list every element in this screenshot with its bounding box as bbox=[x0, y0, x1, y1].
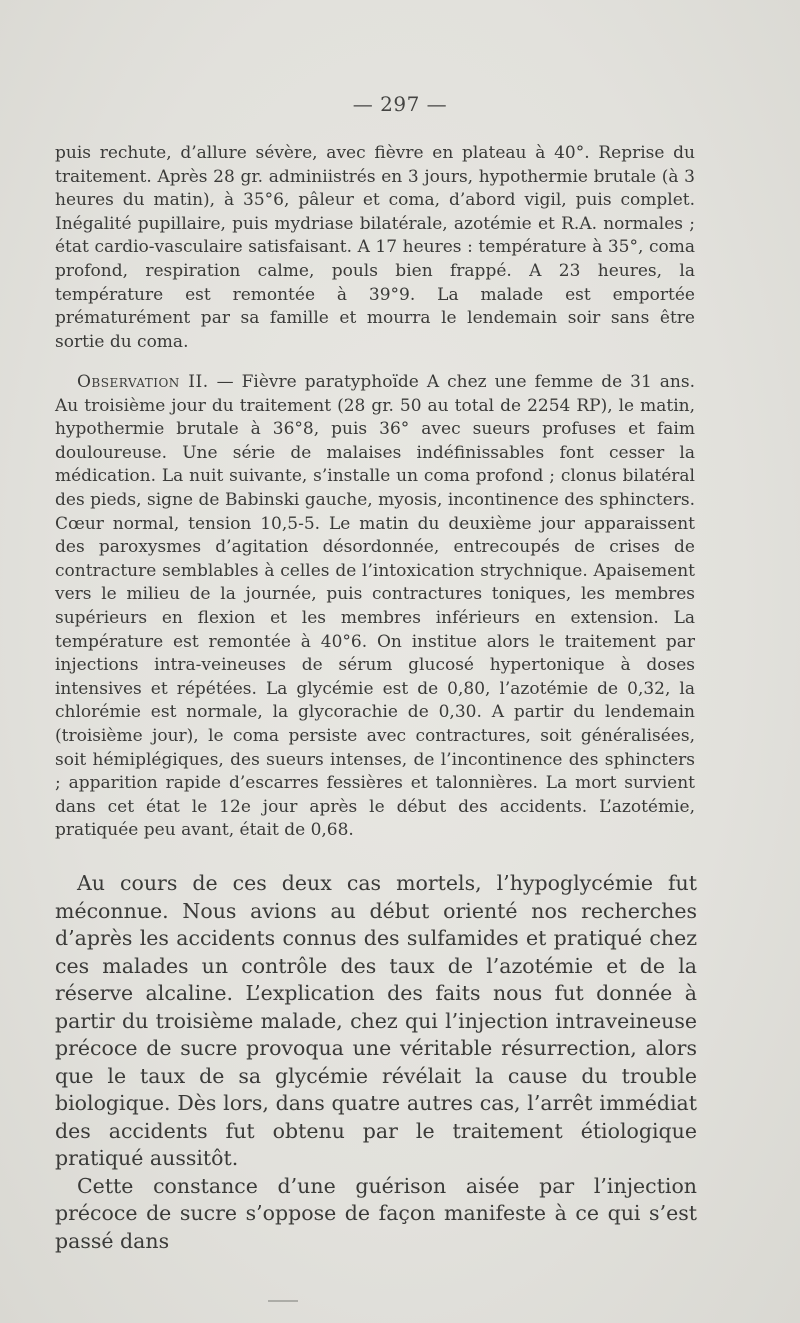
discussion-paragraph-1: Au cours de ces deux cas mortels, l’hypoglycémie fut méconnue. Nous avions au début orienté nos recherches d’après les accidents connus des sulfamides et pratiqué chez ces malades un contrôle des taux de l’azotémie et de la réserve alcaline. L’explication des faits nous fut donnée à partir du troisième malade, chez qui l’injection intraveineuse précoce de sucre provoqua une véritable résurrection, alors que le taux de sa glycémie révélait la cause du trouble biologique. Dès lors, dans quatre autres cas, l’arrêt immédiat des accidents fut obtenu par le traitement étiologique pratiqué aussitôt. bbox=[55, 871, 697, 1170]
discussion-section bbox=[55, 870, 697, 1255]
case-paragraph: puis rechute, d’allure sévère, avec fièvre en plateau à 40°. Reprise du traitement. Après 28 gr. adminiistrés en 3 jours, hypothermie brutale (à 3 heures du matin), à 35°6, pâleur et coma, d’abord vigil, puis complet. Inégalité pupillaire, puis mydriase bilatérale, azotémie et R.A. normales ; état cardio-vasculaire satisfaisant. A 17 heures : température à 35°, coma profond, respiration calme, pouls bien frappé. A 23 heures, la température est remontée à 39°9. La malade est emportée prématurément par sa famille et mourra le lendemain soir sans être sortie du coma. bbox=[55, 143, 695, 352]
ink-mark bbox=[268, 1300, 298, 1302]
observation-section bbox=[55, 371, 695, 843]
discussion-paragraph-2: Cette constance d’une guérison aisée par l’injection précoce de sucre s’oppose de façon manifeste à ce qui s’est passé dans bbox=[55, 1173, 697, 1253]
case-continuation bbox=[55, 142, 695, 354]
page-number: — 297 — bbox=[352, 92, 448, 116]
observation-text: — Fièvre paratyphoïde A chez une femme de 31 ans. Au troisième jour du traitement (28 gr. 50 au total de 2254 RP), le matin, hypothermie brutale à 36°8, puis 36° avec sueurs profuses et faim douloureuse. Une série de malaises indéfinissables font cesser la médication. La nuit suivante, s’installe un coma profond ; clonus bilatéral des pieds, signe de Babinski gauche, myosis, incontinence des sphincters. Cœur normal, tension 10,5-5. Le matin du deuxième jour apparaissent des paroxysmes d’agitation désordonnée, entrecoupés de crises de contracture semblables à celles de l’intoxication strychnique. Apaisement vers le milieu de la journée, puis contractures toniques, les membres supérieurs en flexion et les membres inférieurs en extension. La température est remontée à 40°6. On institue alors le traitement par injections intra-veineuses de sérum glucosé hypertonique à doses intensives et répétées. La glycémie est de 0,80, l’azotémie de 0,32, la chlorémie est normale, la glycorachie de 0,30. A partir du lendemain (troisième jour), le coma persiste avec contractures, soit généralisées, soit hémiplégiques, des sueurs intenses, de l’incontinence des sphincters ; apparition rapide d’escarres fessières et talonnières. La mort survient dans cet état le 12e jour après le début des accidents. L’azotémie, pratiquée peu avant, était de 0,68. bbox=[55, 372, 695, 841]
observation-paragraph bbox=[55, 371, 695, 843]
observation-title: Observation II. bbox=[77, 372, 209, 392]
